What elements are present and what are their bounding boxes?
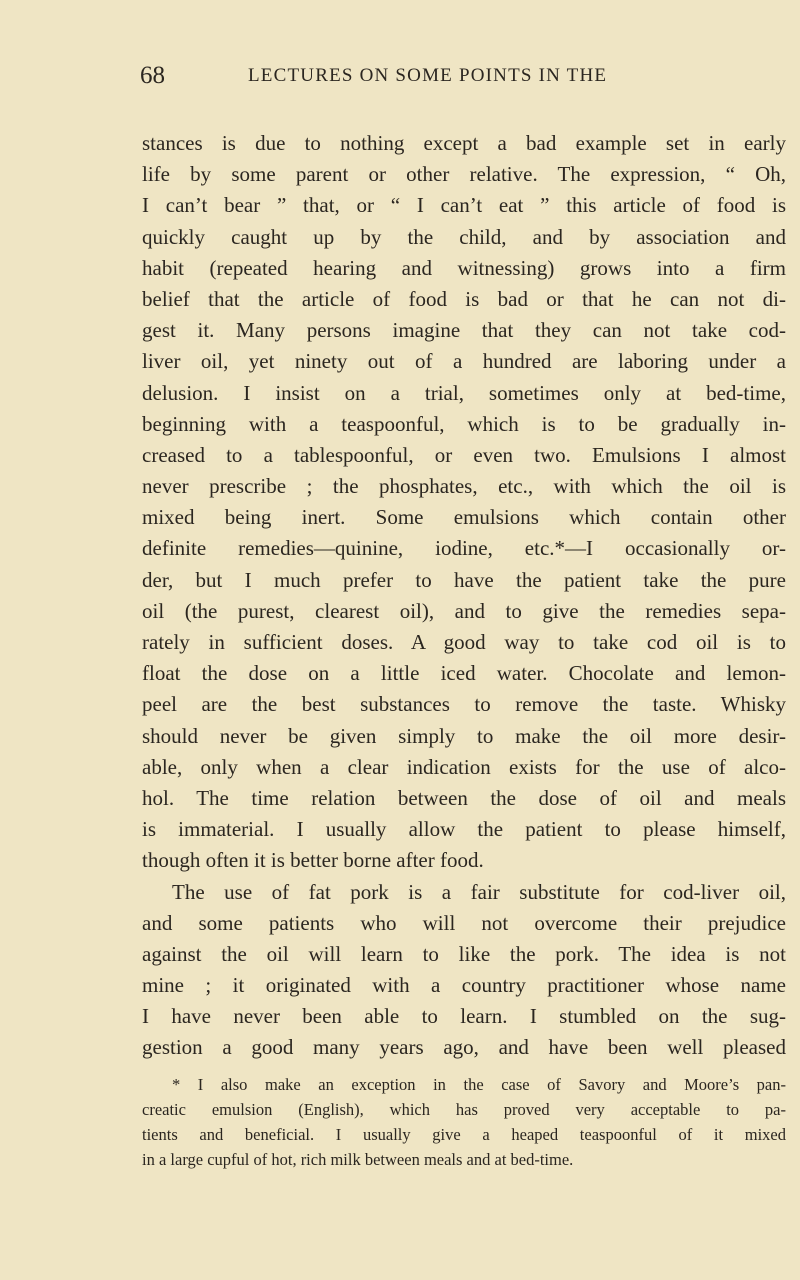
text-line: stances is due to nothing except a bad example set in early: [142, 131, 786, 155]
text-line: life by some parent or other relative. The expression, “ Oh,: [142, 162, 786, 187]
text-line: should never be given simply to make the oil more desir-: [142, 723, 786, 748]
text-line: gestion a good many years ago, and have been well pleased: [142, 1035, 786, 1060]
text-line: and some patients who will not overcome their prejudice: [142, 910, 786, 935]
text-line: creased to a tablespoonful, or even two. Emulsions I almost: [142, 442, 786, 467]
text-line: rately in sufficient doses. A good way to take cod oil is to: [142, 630, 786, 654]
text-line: oil (the purest, clearest oil), and to give the remedies sepa-: [142, 598, 786, 623]
text-line: never prescribe ; the phosphates, etc., with which the oil is: [142, 474, 786, 499]
text-line: belief that the article of food is bad or that he can not di-: [142, 286, 786, 311]
page-number: 68: [140, 62, 165, 89]
text-line: The use of fat pork is a fair substitute for cod-liver oil,: [172, 879, 786, 904]
body-text: [142, 128, 786, 1064]
text-line: float the dose on a little iced water. Chocolate and lemon-: [142, 661, 786, 686]
page-header: [140, 62, 786, 92]
footnote-line: * I also make an exception in the case of Savory and Moore’s pan-: [172, 1075, 786, 1094]
text-line: liver oil, yet ninety out of a hundred are laboring under a: [142, 349, 786, 374]
text-line: mixed being inert. Some emulsions which contain other: [142, 505, 786, 530]
text-line: der, but I much prefer to have the patient take the pure: [142, 567, 786, 592]
running-title: LECTURES ON SOME POINTS IN THE: [248, 65, 608, 86]
footnote: [142, 1072, 786, 1172]
text-line: delusion. I insist on a trial, sometimes only at bed-time,: [142, 380, 786, 405]
text-line: gest it. Many persons imagine that they can not take cod-: [142, 318, 786, 343]
footnote-line: tients and beneficial. I usually give a heaped teaspoonful of it mixed: [142, 1125, 786, 1144]
text-line: I can’t bear ” that, or “ I can’t eat ” this article of food is: [142, 193, 786, 218]
text-line: definite remedies—quinine, iodine, etc.*—I occasionally or-: [142, 536, 786, 561]
text-line: beginning with a teaspoonful, which is to be gradually in-: [142, 411, 786, 436]
text-line: hol. The time relation between the dose of oil and meals: [142, 785, 786, 810]
text-line: able, only when a clear indication exists for the use of alco-: [142, 754, 786, 779]
text-line: I have never been able to learn. I stumbled on the sug-: [142, 1004, 786, 1029]
text-line: quickly caught up by the child, and by association and: [142, 224, 786, 249]
text-line: peel are the best substances to remove the taste. Whisky: [142, 692, 786, 717]
text-line: though often it is better borne after food.: [142, 848, 484, 873]
footnote-line: in a large cupful of hot, rich milk between meals and at bed-time.: [142, 1150, 574, 1169]
text-line: is immaterial. I usually allow the patient to please himself,: [142, 817, 786, 842]
text-line: habit (repeated hearing and witnessing) grows into a firm: [142, 255, 786, 280]
footnote-line: creatic emulsion (English), which has proved very acceptable to pa-: [142, 1100, 786, 1119]
text-line: against the oil will learn to like the pork. The idea is not: [142, 941, 786, 966]
text-line: mine ; it originated with a country practitioner whose name: [142, 973, 786, 998]
